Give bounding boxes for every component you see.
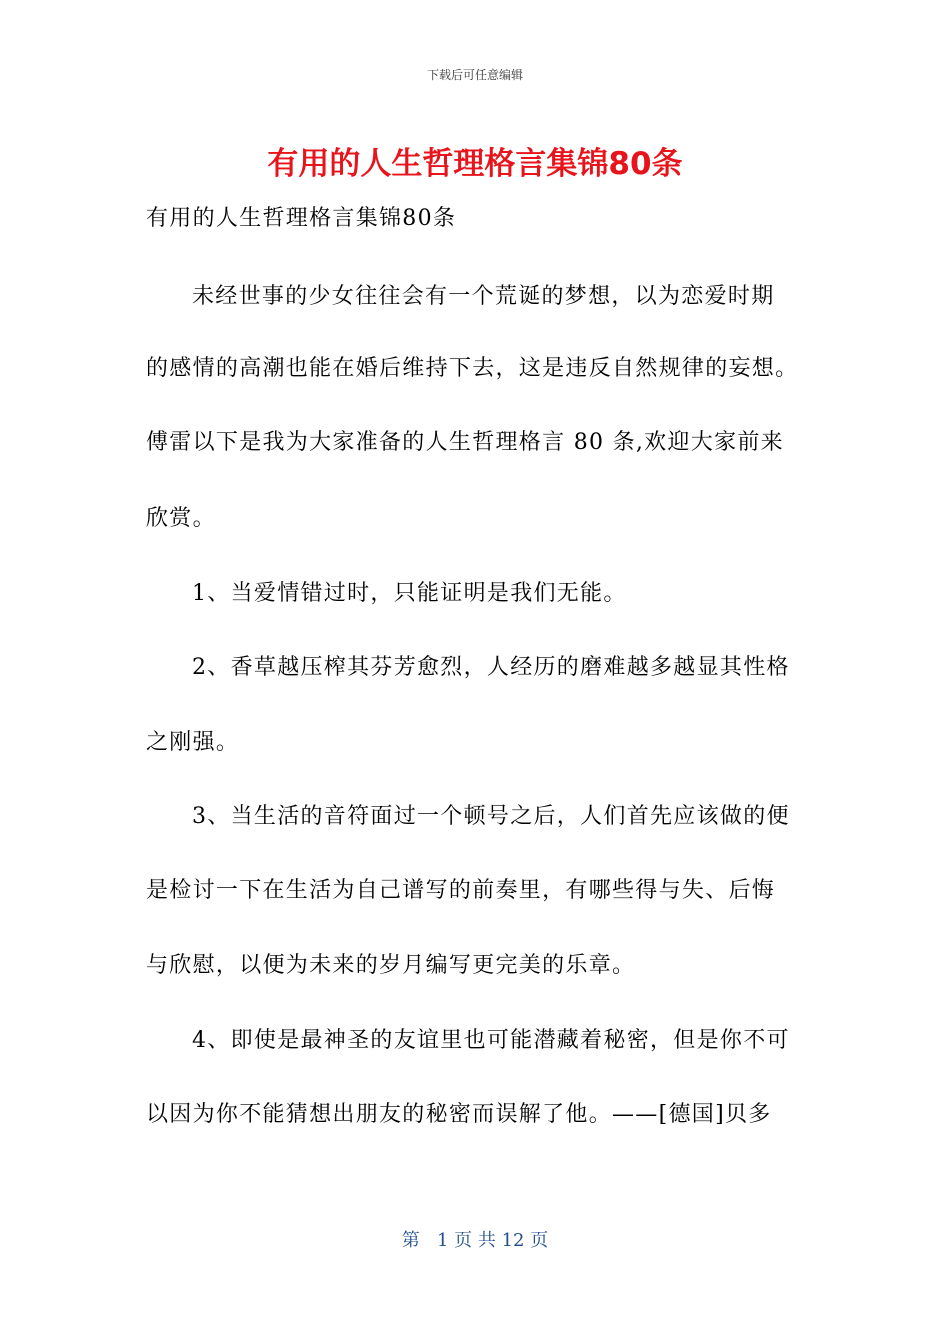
- subtitle-line: 有用的人生哲理格言集锦80条: [146, 206, 457, 231]
- quote-item-4-cont: 以因为你不能猜想出朋友的秘密而误解了他。——[德国]贝多: [146, 1102, 772, 1127]
- quote-item-1: 1、当爱情错过时，只能证明是我们无能。: [192, 581, 627, 606]
- quote-item-2: 2、香草越压榨其芬芳愈烈，人经历的磨难越多越显其性格: [192, 655, 790, 680]
- quote-item-3: 3、当生活的音符面过一个顿号之后，人们首先应该做的便: [192, 804, 790, 829]
- quote-item-2-cont: 之刚强。: [146, 730, 240, 755]
- quote-item-3-cont: 与欣慰，以便为未来的岁月编写更完美的乐章。: [146, 953, 636, 978]
- paragraph-line: 傅雷以下是我为大家准备的人生哲理格言 80 条,欢迎大家前来: [146, 430, 784, 455]
- paragraph-line: 未经世事的少女往往会有一个荒诞的梦想，以为恋爱时期: [192, 284, 775, 309]
- paragraph-line: 的感情的高潮也能在婚后维持下去，这是违反自然规律的妄想。: [146, 356, 799, 381]
- quote-item-3-cont: 是检讨一下在生活为自己谱写的前奏里，有哪些得与失、后悔: [146, 878, 776, 903]
- quote-item-4: 4、即使是最神圣的友谊里也可能潜藏着秘密，但是你不可: [192, 1028, 790, 1053]
- header-note: 下载后可任意编辑: [426, 68, 523, 82]
- document-title: 有用的人生哲理格言集锦80条: [267, 146, 683, 182]
- page-number: 第 1 页 共 12 页: [401, 1230, 549, 1251]
- paragraph-line: 欣赏。: [146, 506, 216, 531]
